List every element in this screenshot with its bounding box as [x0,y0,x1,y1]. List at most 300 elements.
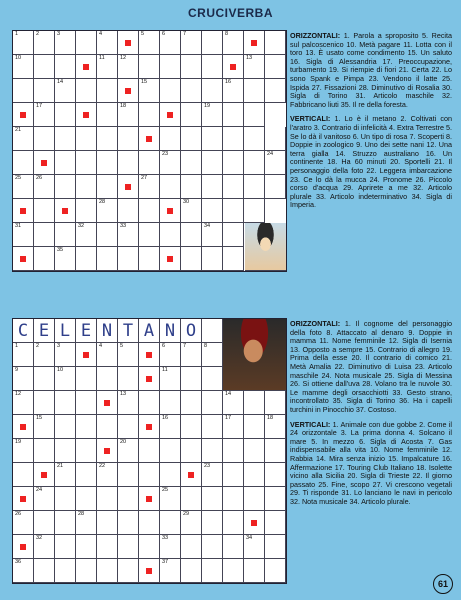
grid-cell [13,559,34,583]
grid-cell [223,511,244,535]
clues-2 [290,320,452,512]
grid-cell [160,535,181,559]
grid-cell [55,535,76,559]
cell-number: 14 [225,391,232,397]
grid-cell [97,511,118,535]
grid-cell [76,247,97,271]
handwritten-letter: E [80,321,92,341]
cell-number: 29 [183,511,190,517]
grid-cell [160,79,181,103]
black-square [139,127,160,151]
grid-cell [118,151,139,175]
cell-number: 17 [225,415,232,421]
vertical-clues: 1. Animale con due gobbe 2. Come il 24 orizzontale 3. La prima donna 4. Solcano il mare 5. In mezzo 6. Sigla di Acosta 7. Gas indispensabile alla vita 10. Nome femminile 12. Rabbia 14. Mira senza inizio 15. Impalcature 16. Affermazione 17. Touring Club Italiano 18. Isolette vicino alla Sicilia 20. Sigla di Trieste 22. Il giorno passato 25. Fine, scopo 27. Vi crescono vegetali 29. Ti risponde 31. Lo lanciano le navi in pericolo 32. Nota musicale 34. Articolo plurale. [290,419,452,506]
cell-number: 12 [15,391,22,397]
grid-cell [97,559,118,583]
grid-cell [139,439,160,463]
cell-number: 8 [204,343,208,349]
grid-cell [76,415,97,439]
grid-cell [118,415,139,439]
grid-cell [223,79,244,103]
cell-number: 17 [36,103,43,109]
grid-cell [244,55,265,79]
grid-cell [34,415,55,439]
cell-number: 21 [15,127,22,133]
handwritten-letter: T [122,321,134,341]
black-square [181,463,202,487]
grid-cell [34,175,55,199]
grid-cell [97,367,118,391]
cell-number: 13 [120,391,127,397]
grid-cell [34,223,55,247]
grid-cell [265,79,286,103]
grid-cell [139,223,160,247]
black-square [76,103,97,127]
horizontal-clues: 1. Il cognome del personaggio della foto 8. Attaccato al denaro 9. Doppie in mamma 11. Nome femminile 12. Sigla di Isernia 13. Opposto a sempre 15. Contrario di allegro 19. Prima della esse 20. Il contrario di comico 21. Metà Amalia 22. Diminutivo di Luisa 23. Articolo maschile 24. Nota musicale 25. Sigla di Messina 26. Si ottiene dall'uva 28. Volano tra le nuvole 30. Le mamme degli orsacchiotti 33. Gesto strano, incontrollato 35. Sigla di Torino 36. Ha i capelli turchini in Pinocchio 37. Costoso. [290,319,452,414]
grid-cell [181,151,202,175]
grid-cell [97,79,118,103]
crossword-grid-2 [12,318,287,584]
cell-number: 13 [246,55,253,61]
grid-cell [118,535,139,559]
grid-cell [139,199,160,223]
vertical-clues: 1. Lo è il metano 2. Coltivati con l'aratro 3. Contrario di infelicità 4. Extra Terrestre 5. Se lo dà il vanitoso 6. Un tipo di rosa 7. Scoperti 8. Doppie in zoologico 9. Uno dei sette nani 12. Una terra gialla 14. Struzzo australiano 16. Un continente 18. Ha 60 minuti 20. Sportelli 21. Il personaggio della foto 22. Leggera imbarcazione 23. Ce lo dà la mucca 24. Pronome 26. Piccolo corso d'acqua 29. Aprirete a me 32. Articolo plurale 33. Articolo indeterminativo 34. Sigla di Imperia. [290,114,452,210]
grid-cell [13,463,34,487]
grid-cell [244,439,265,463]
grid-cell [97,247,118,271]
grid-cell [160,463,181,487]
grid-cell [202,31,223,55]
cell-number: 6 [162,343,166,349]
cell-number: 24 [267,151,274,157]
grid-cell [202,223,223,247]
grid-cell [13,79,34,103]
grid-cell [202,199,223,223]
grid-cell [244,127,265,151]
grid-cell [244,79,265,103]
grid-cell [265,151,286,175]
grid-cell [118,391,139,415]
black-square [139,487,160,511]
black-square [118,79,139,103]
grid-cell [13,31,34,55]
grid-cell [97,343,118,367]
grid-cell [55,151,76,175]
cell-number: 11 [162,367,168,373]
grid-cell [244,199,265,223]
grid-cell [34,127,55,151]
cell-number: 18 [267,415,274,421]
cell-number: 26 [36,175,43,181]
handwritten-letter: N [164,321,176,341]
grid-cell [244,559,265,583]
grid-cell [13,511,34,535]
black-square [223,55,244,79]
grid-cell [181,319,202,343]
grid-cell [265,535,286,559]
grid-cell [265,511,286,535]
cell-number: 7 [183,31,187,37]
black-square [160,103,181,127]
cell-number: 6 [162,31,166,37]
grid-cell [160,511,181,535]
grid-cell [76,535,97,559]
grid-cell [118,559,139,583]
grid-cell [202,367,223,391]
grid-cell [223,31,244,55]
grid-cell [97,199,118,223]
grid-cell [160,175,181,199]
cell-number: 23 [204,463,211,469]
grid-cell [223,127,244,151]
grid-cell [202,439,223,463]
grid-cell [118,319,139,343]
cell-number: 1 [15,31,19,37]
cell-number: 3 [57,343,61,349]
grid-cell [160,127,181,151]
grid-cell [265,127,286,151]
grid-cell [139,535,160,559]
grid-cell [223,151,244,175]
page-title: CRUCIVERBA [187,6,273,20]
grid-cell [223,103,244,127]
photo-singer [223,319,286,391]
cell-number: 1 [15,343,19,349]
grid-cell [97,103,118,127]
black-square [160,199,181,223]
grid-cell [55,559,76,583]
grid-cell [118,343,139,367]
grid-cell [265,175,286,199]
black-square [139,343,160,367]
grid-cell [118,439,139,463]
grid-cell [202,487,223,511]
grid-cell [34,559,55,583]
grid-cell [181,559,202,583]
grid-cell [202,55,223,79]
grid-cell [55,247,76,271]
grid-cell [34,343,55,367]
black-square [139,415,160,439]
cell-number: 25 [15,175,22,181]
grid-cell [13,367,34,391]
grid-cell [265,415,286,439]
grid-cell [244,463,265,487]
grid-cell [55,415,76,439]
grid-cell [139,31,160,55]
cell-number: 10 [15,55,22,61]
grid-cell [202,463,223,487]
grid-cell [139,319,160,343]
grid-cell [55,31,76,55]
grid-cell [223,439,244,463]
grid-cell [202,79,223,103]
grid-cell [160,559,181,583]
grid-cell [13,223,34,247]
grid-cell [55,127,76,151]
grid-cell [118,55,139,79]
cell-number: 34 [204,223,211,229]
grid-cell [202,415,223,439]
cell-number: 32 [78,223,85,229]
cell-number: 19 [15,439,22,445]
cell-number: 16 [225,79,232,85]
grid-cell [13,127,34,151]
handwritten-letter: N [101,321,113,341]
cell-number: 14 [57,79,64,85]
grid-cell [76,175,97,199]
black-square [13,247,34,271]
grid-cell [265,439,286,463]
grid-cell [160,223,181,247]
grid-cell [265,55,286,79]
grid-cell [34,199,55,223]
photo-cartoon-girl [245,223,286,271]
grid-cell [76,31,97,55]
grid-cell [202,175,223,199]
black-square [244,511,265,535]
grid-cell [13,391,34,415]
cell-number: 37 [162,559,169,565]
cell-number: 33 [120,223,127,229]
black-square [13,199,34,223]
cell-number: 28 [78,511,85,517]
grid-cell [181,175,202,199]
grid-cell [76,223,97,247]
grid-cell [97,55,118,79]
grid-cell [181,247,202,271]
cell-number: 12 [120,55,127,61]
grid-cell [181,103,202,127]
grid-cell [160,487,181,511]
grid-cell [13,319,34,343]
black-square [118,31,139,55]
grid-cell [202,103,223,127]
grid-cell [223,391,244,415]
cell-number: 9 [15,367,19,373]
grid-cell [139,247,160,271]
grid-cell [223,223,244,247]
grid-cell [202,535,223,559]
grid-cell [76,79,97,103]
cell-number: 21 [57,463,64,469]
grid-cell [202,391,223,415]
grid-cell [202,319,223,343]
grid-cell [223,463,244,487]
grid-cell [76,439,97,463]
cell-number: 15 [36,415,43,421]
grid-cell [34,511,55,535]
grid-cell [55,175,76,199]
grid-cell [223,535,244,559]
grid-cell [76,367,97,391]
cell-number: 8 [225,31,229,37]
cell-number: 24 [36,487,43,493]
handwritten-letter: O [185,321,197,341]
grid-cell [139,463,160,487]
grid-cell [181,343,202,367]
grid-cell [160,439,181,463]
grid-cell [97,175,118,199]
grid-cell [118,103,139,127]
grid-cell [55,391,76,415]
grid-cell [223,199,244,223]
grid-cell [34,79,55,103]
grid-cell [265,391,286,415]
grid-cell [76,391,97,415]
grid-cell [13,343,34,367]
grid-cell [55,463,76,487]
grid-cell [34,391,55,415]
grid-cell [160,367,181,391]
grid-cell [118,199,139,223]
cell-number: 32 [36,535,43,541]
grid-cell [244,103,265,127]
grid-cell [244,535,265,559]
grid-cell [97,415,118,439]
grid-cell [139,391,160,415]
grid-cell [139,511,160,535]
horizontal-label: ORIZZONTALI: [290,31,341,40]
grid-cell [181,415,202,439]
grid-cell [34,55,55,79]
grid-cell [34,487,55,511]
page-number: 61 [433,574,453,594]
cell-number: 16 [162,415,169,421]
grid-cell [223,415,244,439]
cell-number: 19 [204,103,211,109]
grid-cell [223,175,244,199]
grid-cell [34,439,55,463]
cell-number: 28 [99,199,106,205]
cell-number: 35 [57,247,64,253]
grid-cell [55,367,76,391]
grid-cell [97,487,118,511]
grid-cell [13,151,34,175]
grid-cell [139,103,160,127]
grid-cell [34,103,55,127]
grid-cell [223,559,244,583]
grid-cell [76,511,97,535]
black-square [13,487,34,511]
vertical-label: VERTICALI: [290,419,331,429]
cell-number: 34 [246,535,253,541]
cell-number: 36 [15,559,22,565]
grid-cell [118,247,139,271]
grid-cell [265,487,286,511]
grid-cell [76,127,97,151]
handwritten-letter: E [38,321,50,341]
black-square [13,535,34,559]
grid-cell [97,127,118,151]
grid-cell [139,151,160,175]
grid-cell [160,319,181,343]
cell-number: 31 [15,223,22,229]
crossword-grid-1 [12,30,287,272]
black-square [97,439,118,463]
grid-cell [55,343,76,367]
cell-number: 20 [120,439,127,445]
cell-number: 27 [141,175,148,181]
grid-cell [118,463,139,487]
grid-cell [55,223,76,247]
handwritten-letter: C [17,321,29,341]
grid-cell [244,175,265,199]
grid-cell [265,463,286,487]
grid-cell [55,511,76,535]
grid-cell [181,535,202,559]
grid-cell [55,55,76,79]
grid-cell [181,367,202,391]
grid-cell [55,319,76,343]
grid-cell [181,391,202,415]
cell-number: 2 [36,31,40,37]
grid-cell [244,415,265,439]
grid-cell [34,31,55,55]
grid-cell [55,439,76,463]
grid-cell [118,367,139,391]
cell-number: 4 [99,31,103,37]
grid-cell [76,199,97,223]
clues-1 [290,32,452,216]
handwritten-letter: A [143,321,155,341]
black-square [55,199,76,223]
cell-number: 7 [183,343,187,349]
grid-cell [76,487,97,511]
grid-cell [202,343,223,367]
grid-cell [160,415,181,439]
cell-number: 15 [141,79,148,85]
grid-cell [118,511,139,535]
grid-cell [202,151,223,175]
grid-cell [76,319,97,343]
grid-cell [139,175,160,199]
cell-number: 23 [162,151,169,157]
grid-cell [34,367,55,391]
grid-cell [202,127,223,151]
cell-number: 25 [162,487,169,493]
grid-cell [97,223,118,247]
grid-cell [181,487,202,511]
cell-number: 22 [99,463,106,469]
black-square [244,31,265,55]
grid-cell [160,151,181,175]
grid-cell [13,439,34,463]
grid-cell [181,439,202,463]
grid-cell [244,391,265,415]
black-square [118,175,139,199]
grid-cell [265,31,286,55]
black-square [34,463,55,487]
grid-cell [181,199,202,223]
grid-cell [139,79,160,103]
grid-cell [244,151,265,175]
grid-cell [13,55,34,79]
grid-cell [181,31,202,55]
grid-cell [55,103,76,127]
black-square [13,103,34,127]
cell-number: 26 [15,511,22,517]
cell-number: 5 [120,343,124,349]
cell-number: 3 [57,31,61,37]
grid-cell [97,31,118,55]
grid-cell [160,55,181,79]
cell-number: 33 [162,535,169,541]
cell-number: 2 [36,343,40,349]
grid-cell [97,319,118,343]
cell-number: 11 [99,55,105,61]
grid-cell [181,511,202,535]
